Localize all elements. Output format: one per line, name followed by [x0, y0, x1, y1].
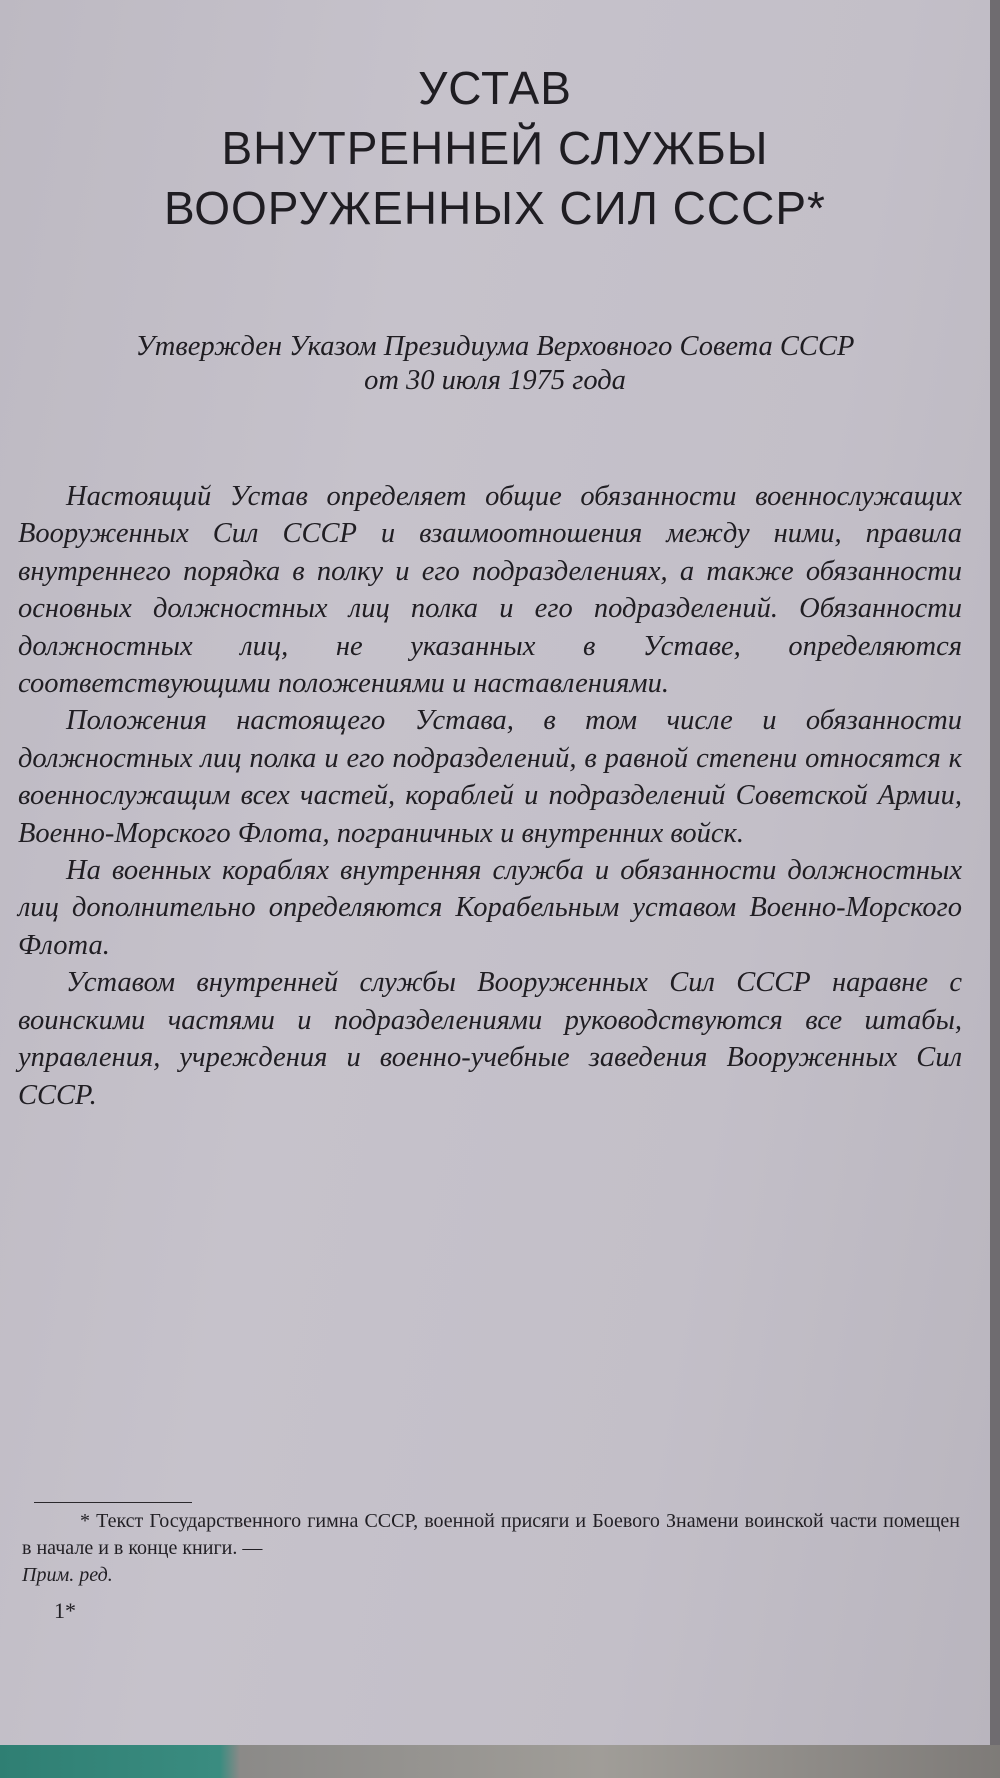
title-line-3: ВООРУЖЕННЫХ СИЛ СССР* — [164, 182, 826, 234]
document-title — [0, 58, 990, 238]
paragraph-3: На военных кораблях внутренняя служба и обязанности должностных лиц дополнительно определяются Корабельным уставом Военно-Морского Флота. — [18, 855, 962, 961]
approval-note — [0, 330, 990, 398]
title-line-1: УСТАВ — [418, 62, 572, 114]
footnote-divider — [34, 1502, 192, 1503]
title-line-2: ВНУТРЕННЕЙ СЛУЖБЫ — [221, 122, 769, 174]
footnote-text: * Текст Государственного гимна СССР, военной присяги и Боевого Знамени воинской части помещен в начале и в конце книги. — — [22, 1510, 960, 1559]
body-text — [18, 478, 962, 1114]
background-edge — [0, 1745, 1000, 1778]
paragraph-4: Уставом внутренней службы Вооруженных Сил СССР наравне с воинскими частями и подразделениями руководствуются все штабы, управления, учреждения и военно-учебные заведения Вооруженных Сил СССР. — [18, 967, 962, 1111]
footnote — [22, 1508, 960, 1589]
approval-line-2: от 30 июля 1975 года — [364, 365, 626, 396]
paragraph-2: Положения настоящего Устава, в том числе и обязанности должностных лиц полка и его подразделений, в равной степени относятся к военнослужащим всех частей, кораблей и подразделений Советской Армии, Военно-Морского Флота, пограничных и внутренних войск. — [18, 705, 962, 849]
footnote-editor-note: Прим. ред. — [22, 1564, 113, 1586]
signature-mark: 1* — [54, 1598, 76, 1623]
approval-line-1: Утвержден Указом Президиума Верховного Совета СССР — [135, 331, 855, 362]
paragraph-1: Настоящий Устав определяет общие обязанности военнослужащих Вооруженных Сил СССР и взаимоотношения между ними, правила внутреннего порядка в полку и его подразделениях, а также обязанности основных должностных лиц полка и его подразделений. Обязанности должностных лиц, не указанных в Уставе, определяются соответствующими положениями и наставлениями. — [18, 481, 962, 700]
